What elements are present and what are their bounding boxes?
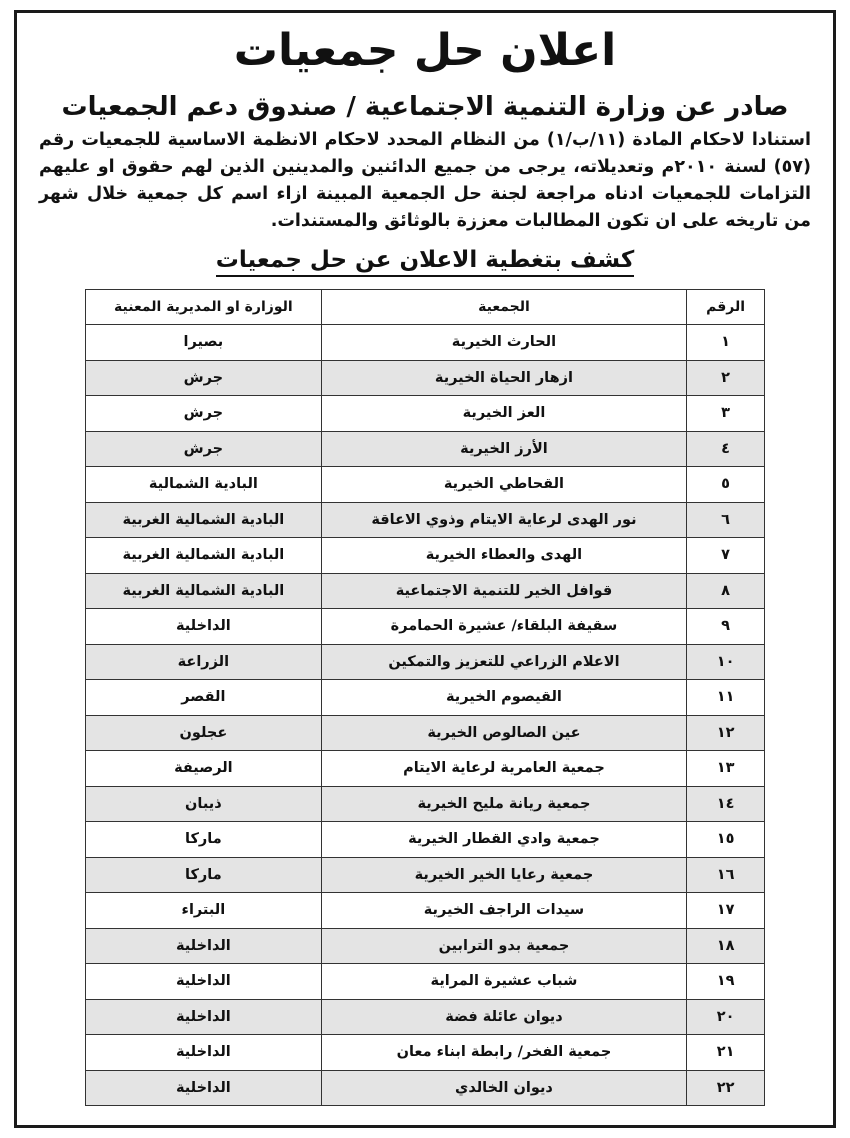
row-association: الهدى والعطاء الخيرية [321,538,686,574]
table-row [86,999,765,1035]
row-directorate: البادية الشمالية الغربية [86,538,322,574]
row-number: ١٨ [687,928,765,964]
row-number: ٤ [687,431,765,467]
row-association: ديوان الخالدي [321,1070,686,1106]
row-directorate: البادية الشمالية الغربية [86,573,322,609]
row-directorate: الداخلية [86,609,322,645]
row-association: عين الصالوص الخيرية [321,715,686,751]
row-directorate: الداخلية [86,1070,322,1106]
row-association: القحاطي الخيرية [321,467,686,503]
row-association: جمعية الفخر/ رابطة ابناء معان [321,1035,686,1071]
table-row [86,1035,765,1071]
row-number: ١٢ [687,715,765,751]
row-number: ٧ [687,538,765,574]
row-association: شباب عشيرة المراية [321,964,686,1000]
table-row [86,325,765,361]
row-directorate: ماركا [86,822,322,858]
row-number: ٦ [687,502,765,538]
table-row [86,928,765,964]
row-association: الاعلام الزراعي للتعزيز والتمكين [321,644,686,680]
announcement-frame [14,10,836,1128]
row-directorate: الرصيفة [86,751,322,787]
section-title [35,245,815,275]
row-directorate: الداخلية [86,928,322,964]
row-directorate: جرش [86,396,322,432]
table-row [86,893,765,929]
row-number: ١٣ [687,751,765,787]
row-association: سيدات الراجف الخيرية [321,893,686,929]
row-directorate: عجلون [86,715,322,751]
table-row [86,822,765,858]
section-title-text: كشف بتغطية الاعلان عن حل جمعيات [216,247,634,277]
row-directorate: بصيرا [86,325,322,361]
row-number: ٨ [687,573,765,609]
table-row [86,609,765,645]
row-number: ٩ [687,609,765,645]
row-association: جمعية العامرية لرعاية الايتام [321,751,686,787]
table-row [86,1070,765,1106]
row-association: قوافل الخير للتنمية الاجتماعية [321,573,686,609]
row-directorate: القصر [86,680,322,716]
table-row [86,360,765,396]
row-number: ٣ [687,396,765,432]
header-number: الرقم [687,290,765,325]
row-number: ١٦ [687,857,765,893]
row-number: ١ [687,325,765,361]
row-association: سقيفة البلقاء/ عشيرة الحمامرة [321,609,686,645]
announcement-body: استنادا لاحكام المادة (١١/ب/١) من النظام المحدد لاحكام الانظمة الاساسية للجمعيات رقم (٥٧) لسنة ٢٠١٠م وتعديلاته، يرجى من جميع الدائنين والمدينين الذين لهم حقوق او عليهم التزامات للجمعيات ادناه مراجعة لجنة حل الجمعية المبينة ازاء اسم كل جمعية خلال شهر من تاريخه على ان تكون المطالبات معززة بالوثائق والمستندات. [39,130,811,231]
row-association: الأرز الخيرية [321,431,686,467]
row-number: ١٤ [687,786,765,822]
row-association: الحارث الخيرية [321,325,686,361]
table-row [86,396,765,432]
row-number: ٢٢ [687,1070,765,1106]
row-number: ٢١ [687,1035,765,1071]
row-directorate: البادية الشمالية [86,467,322,503]
row-association: جمعية وادي القطار الخيرية [321,822,686,858]
row-directorate: ذيبان [86,786,322,822]
table-header-row [86,290,765,325]
row-association: القيصوم الخيرية [321,680,686,716]
row-number: ٢ [687,360,765,396]
header-association: الجمعية [321,290,686,325]
row-association: جمعية بدو الترابين [321,928,686,964]
table-row [86,644,765,680]
row-directorate: الداخلية [86,999,322,1035]
row-number: ١١ [687,680,765,716]
table-row [86,964,765,1000]
row-directorate: جرش [86,431,322,467]
associations-table [85,289,765,1106]
row-association: جمعية رعايا الخير الخيرية [321,857,686,893]
table-row [86,751,765,787]
table-row [86,857,765,893]
table-row [86,502,765,538]
row-directorate: جرش [86,360,322,396]
row-association: العز الخيرية [321,396,686,432]
row-directorate: الداخلية [86,964,322,1000]
row-directorate: البتراء [86,893,322,929]
row-association: ازهار الحياة الخيرية [321,360,686,396]
table-row [86,538,765,574]
table-row [86,573,765,609]
header-directorate: الوزارة او المديرية المعنية [86,290,322,325]
announcement-issuer: صادر عن وزارة التنمية الاجتماعية / صندوق دعم الجمعيات [61,92,789,122]
row-association: جمعية ريانة مليح الخيرية [321,786,686,822]
row-number: ٥ [687,467,765,503]
row-number: ٢٠ [687,999,765,1035]
row-association: نور الهدى لرعاية الايتام وذوي الاعاقة [321,502,686,538]
row-number: ١٥ [687,822,765,858]
table-row [86,715,765,751]
row-number: ١٩ [687,964,765,1000]
row-number: ١٧ [687,893,765,929]
table-row [86,431,765,467]
announcement-title: اعلان حل جمعيات [233,25,617,76]
row-directorate: ماركا [86,857,322,893]
row-directorate: الداخلية [86,1035,322,1071]
row-association: ديوان عائلة فضة [321,999,686,1035]
table-row [86,467,765,503]
row-number: ١٠ [687,644,765,680]
row-directorate: الزراعة [86,644,322,680]
table-row [86,680,765,716]
table-row [86,786,765,822]
row-directorate: البادية الشمالية الغربية [86,502,322,538]
